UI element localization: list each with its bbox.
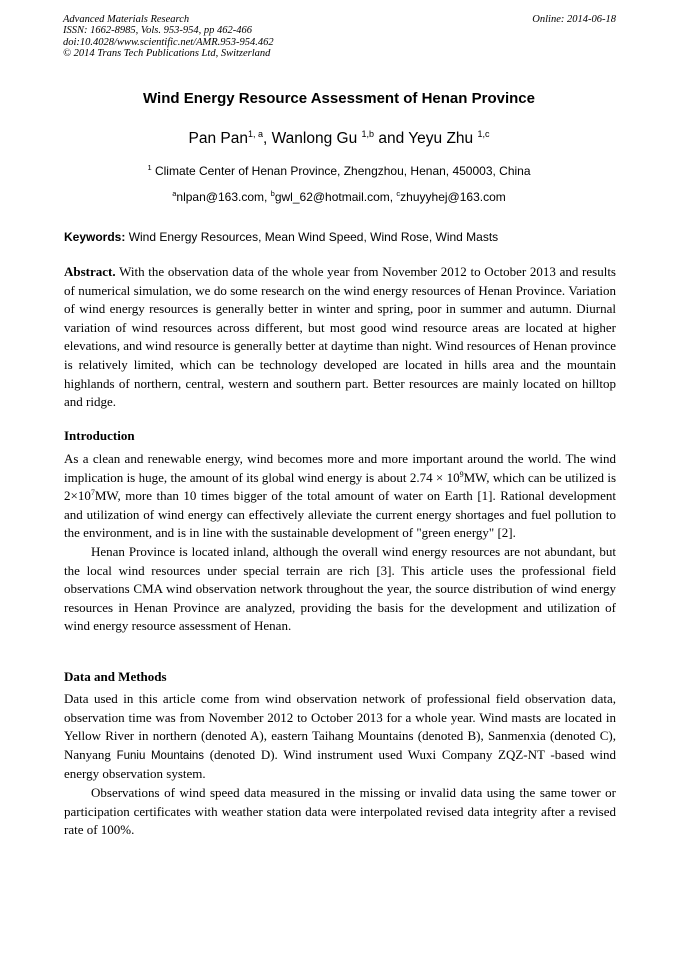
keywords-text: Wind Energy Resources, Mean Wind Speed, Wind Rose, Wind Masts — [125, 230, 499, 244]
author-emails — [0, 189, 678, 205]
methods-text-sans: Funiu Mountains — [116, 749, 205, 762]
methods-text: Data used in this article come from wind observation network of professional field observation data, observation time was from November 2012 to October 2013 for a whole year. Wind masts are located in Yellow River in northern (denoted A), eastern Taihang Mountains (denoted B), Sanmenxia (denoted C), Nanyang — [64, 691, 616, 762]
email-mark: b — [270, 189, 275, 198]
email-mark: c — [396, 189, 401, 198]
journal-header — [63, 14, 616, 59]
affiliation-mark: 1 — [147, 163, 152, 172]
intro-paragraph-1 — [64, 450, 616, 543]
issn-line: ISSN: 1662-8985, Vols. 953-954, pp 462-466 — [63, 25, 252, 37]
section-heading-introduction: Introduction — [64, 428, 135, 443]
author-affiliation-mark: 1,c — [477, 129, 490, 139]
intro-text: MW, which can be utilized is 2×10 — [64, 469, 617, 504]
introduction-body — [64, 450, 616, 636]
author-separator: , — [263, 130, 272, 147]
author-affiliation-mark: 1, a — [247, 129, 263, 139]
copyright-line: © 2014 Trans Tech Publications Ltd, Switzerland — [63, 47, 271, 59]
intro-text: As a clean and renewable energy, wind becomes more and more important around the world. The wind implication is huge, the amount of its global wind energy is about 2.74 × 10 — [64, 451, 616, 485]
abstract-paragraph — [64, 263, 616, 412]
email-link[interactable]: nlpan@163.com, — [176, 190, 271, 204]
methods-paragraph-2: Observations of wind speed data measured in the missing or invalid data using the same tower or participation certificates with weather station data were interpolated revised data integrity after a revised rate of 100%. — [64, 784, 616, 838]
email-link[interactable]: gwl_62@hotmail.com, — [274, 190, 397, 204]
section-heading-data-and-methods: Data and Methods — [64, 669, 167, 684]
affiliation-text: Climate Center of Henan Province, Zhengzhou, Henan, 450003, China — [151, 164, 531, 178]
keywords-label: Keywords: — [64, 230, 126, 244]
author-name: Wanlong Gu — [271, 130, 362, 147]
doi-line: doi:10.4028/www.scientific.net/AMR.953-954.462 — [63, 36, 274, 48]
superscript-exponent: 9 — [459, 469, 464, 479]
journal-name: Advanced Materials Research — [63, 14, 190, 25]
methods-body — [64, 690, 616, 840]
abstract-text: With the observation data of the whole year from November 2012 to October 2013 and results of numerical simulation, we do some research on the wind energy resources of Henan Province. Variation of wind energy resources is generally better in winter and spring, poor in summer and autumn. Diurnal variation of wind resources across different, but most good wind resource areas are located at higher elevations, and wind resource is generally better at daytime than night. Wind resources of Henan province is relatively limited, which can be technology developed are located in hills area and the mountain highlands of northern, central, western and southern part. Better resources are mainly located on hilltop and ridge. — [64, 264, 616, 410]
affiliation — [0, 163, 678, 179]
author-separator: and — [374, 130, 409, 147]
paper-title: Wind Energy Resource Assessment of Henan Province — [143, 90, 535, 107]
email-link[interactable]: zhuyyhej@163.com — [400, 190, 506, 204]
author-name: Yeyu Zhu — [408, 130, 478, 147]
author-affiliation-mark: 1,b — [361, 129, 375, 139]
abstract — [64, 263, 616, 412]
email-mark: a — [172, 189, 177, 198]
superscript-exponent: 7 — [90, 488, 95, 498]
author-list — [0, 128, 678, 150]
methods-paragraph-1 — [64, 690, 616, 784]
keywords — [64, 229, 616, 245]
abstract-label: Abstract. — [64, 264, 116, 279]
intro-paragraph-2: Henan Province is located inland, although the overall wind energy resources are not abundant, but the local wind resources under special terrain are rich [3]. This article uses the professional field observations CMA wind observation network throughout the year, the source distribution of wind energy resources in Henan Province are analyzed, providing the basis for the development and utilization of wind energy resource assessment of Henan. — [64, 543, 616, 634]
methods-text: (denoted D). Wind instrument used Wuxi Company ZQZ-NT -based wind energy observation system. — [64, 746, 616, 782]
intro-text: MW, more than 10 times bigger of the total amount of water on Earth [1]. Rational development and utilization of wind energy can effectively alleviate the current energy shortages and fuel pollution to the environment, and is in line with the sustainable development of "green energy" [2]. — [64, 488, 616, 541]
author-name: Pan Pan — [188, 130, 248, 147]
online-date: Online: 2014-06-18 — [532, 14, 616, 25]
